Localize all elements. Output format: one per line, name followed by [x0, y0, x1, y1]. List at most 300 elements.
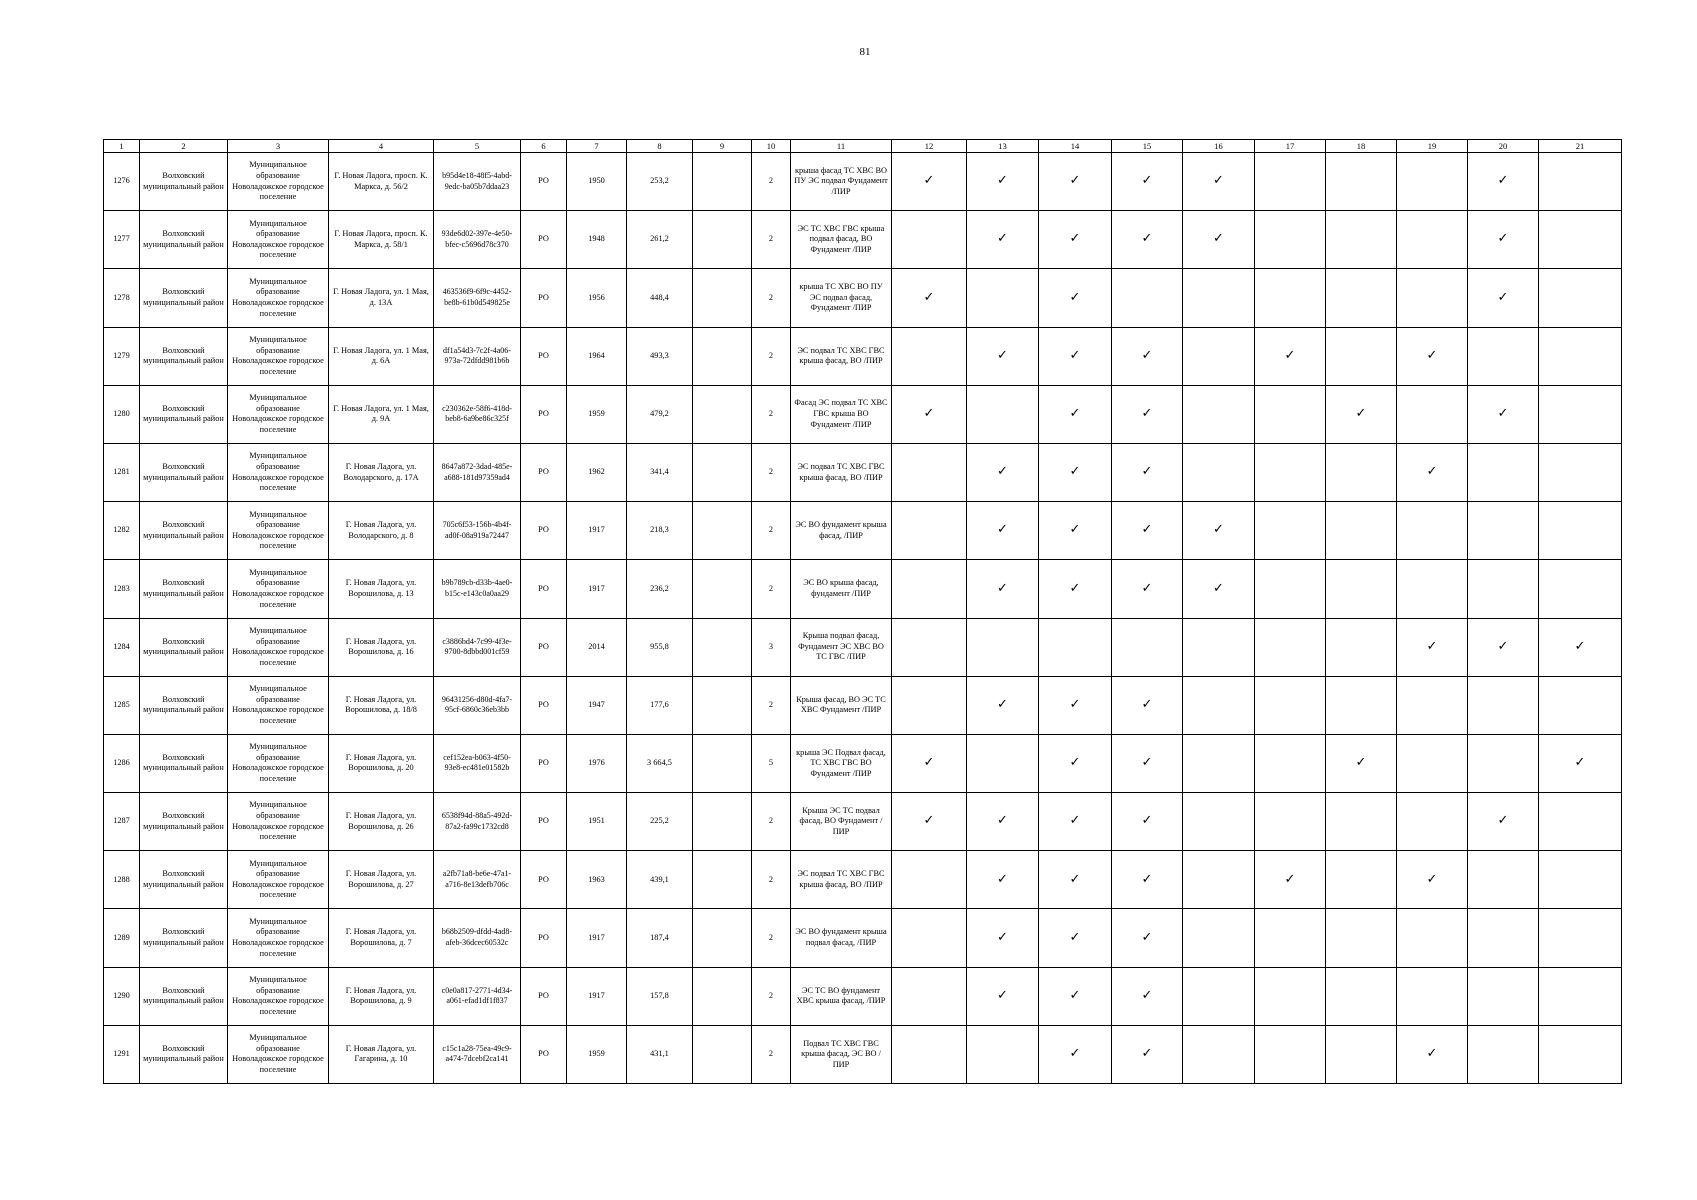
building-id-cell: cef152ea-b063-4f50-93e8-ec481e01582b: [434, 734, 521, 792]
fund-type-cell: РО: [521, 851, 567, 909]
empty-cell: [1397, 385, 1468, 443]
empty-cell: [1183, 851, 1255, 909]
empty-cell: [967, 734, 1039, 792]
column-number: 21: [1539, 140, 1622, 153]
district-cell: Волховский муниципальный район: [140, 327, 228, 385]
floors-cell: 2: [752, 153, 791, 211]
checkmark-icon: ✓: [1039, 676, 1112, 734]
checkmark-icon: ✓: [1039, 327, 1112, 385]
floors-cell: 2: [752, 967, 791, 1025]
column-9-cell: [693, 560, 752, 618]
area-cell: 261,2: [627, 211, 693, 269]
empty-cell: [892, 327, 967, 385]
empty-cell: [892, 909, 967, 967]
floors-cell: 2: [752, 909, 791, 967]
address-cell: Г. Новая Ладога, просп. К. Маркса, д. 58/1: [329, 211, 434, 269]
building-id-cell: c230362e-58f6-418d-beb8-6a9be86c325f: [434, 385, 521, 443]
empty-cell: [1255, 1025, 1326, 1083]
municipality-cell: Муниципальное образование Новоладожское городское поселение: [228, 153, 329, 211]
district-cell: Волховский муниципальный район: [140, 443, 228, 501]
fund-type-cell: РО: [521, 734, 567, 792]
empty-cell: [1468, 851, 1539, 909]
checkmark-icon: ✓: [1397, 327, 1468, 385]
address-cell: Г. Новая Ладога, ул. Володарского, д. 17А: [329, 443, 434, 501]
table-row: [104, 967, 1622, 1025]
empty-cell: [1397, 734, 1468, 792]
checkmark-icon: ✓: [1183, 153, 1255, 211]
checkmark-icon: ✓: [1112, 153, 1183, 211]
checkmark-icon: ✓: [1112, 443, 1183, 501]
empty-cell: [1326, 502, 1397, 560]
district-cell: Волховский муниципальный район: [140, 851, 228, 909]
column-number: 11: [791, 140, 892, 153]
empty-cell: [1539, 676, 1622, 734]
fund-type-cell: РО: [521, 327, 567, 385]
empty-cell: [1468, 734, 1539, 792]
address-cell: Г. Новая Ладога, ул. 1 Мая, д. 13А: [329, 269, 434, 327]
column-number: 10: [752, 140, 791, 153]
row-number: 1288: [104, 851, 140, 909]
column-number: 1: [104, 140, 140, 153]
checkmark-icon: ✓: [1326, 734, 1397, 792]
building-id-cell: df1a54d3-7c2f-4a06-973a-72dfdd981b6b: [434, 327, 521, 385]
address-cell: Г. Новая Ладога, просп. К. Маркса, д. 56/2: [329, 153, 434, 211]
floors-cell: 2: [752, 327, 791, 385]
address-cell: Г. Новая Ладога, ул. 1 Мая, д. 9А: [329, 385, 434, 443]
build-year-cell: 1917: [567, 502, 627, 560]
checkmark-icon: ✓: [1183, 502, 1255, 560]
checkmark-icon: ✓: [1039, 153, 1112, 211]
column-9-cell: [693, 385, 752, 443]
empty-cell: [1539, 793, 1622, 851]
works-list-cell: ЭС ВО крыша фасад, фундамент /ПИР: [791, 560, 892, 618]
empty-cell: [1539, 327, 1622, 385]
empty-cell: [1397, 502, 1468, 560]
fund-type-cell: РО: [521, 502, 567, 560]
table-row: [104, 734, 1622, 792]
fund-type-cell: РО: [521, 618, 567, 676]
empty-cell: [1183, 618, 1255, 676]
row-number: 1277: [104, 211, 140, 269]
build-year-cell: 1964: [567, 327, 627, 385]
column-9-cell: [693, 443, 752, 501]
column-9-cell: [693, 793, 752, 851]
column-number: 19: [1397, 140, 1468, 153]
checkmark-icon: ✓: [967, 793, 1039, 851]
municipality-cell: Муниципальное образование Новоладожское городское поселение: [228, 734, 329, 792]
empty-cell: [892, 967, 967, 1025]
column-number: 20: [1468, 140, 1539, 153]
empty-cell: [1397, 153, 1468, 211]
area-cell: 236,2: [627, 560, 693, 618]
works-list-cell: Подвал ТС ХВС ГВС крыша фасад, ЭС ВО /ПИР: [791, 1025, 892, 1083]
empty-cell: [967, 618, 1039, 676]
address-cell: Г. Новая Ладога, ул. 1 Мая, д. 6А: [329, 327, 434, 385]
table-row: [104, 676, 1622, 734]
floors-cell: 2: [752, 502, 791, 560]
empty-cell: [1326, 676, 1397, 734]
empty-cell: [1255, 793, 1326, 851]
checkmark-icon: ✓: [1039, 793, 1112, 851]
empty-cell: [1397, 909, 1468, 967]
empty-cell: [1255, 734, 1326, 792]
empty-cell: [1255, 676, 1326, 734]
checkmark-icon: ✓: [1112, 734, 1183, 792]
empty-cell: [1539, 851, 1622, 909]
fund-type-cell: РО: [521, 793, 567, 851]
fund-type-cell: РО: [521, 269, 567, 327]
address-cell: Г. Новая Ладога, ул. Ворошилова, д. 18/8: [329, 676, 434, 734]
floors-cell: 2: [752, 560, 791, 618]
empty-cell: [1326, 851, 1397, 909]
column-number-header: [104, 140, 1622, 153]
column-number: 9: [693, 140, 752, 153]
empty-cell: [1183, 909, 1255, 967]
empty-cell: [1468, 560, 1539, 618]
build-year-cell: 1951: [567, 793, 627, 851]
empty-cell: [1539, 211, 1622, 269]
district-cell: Волховский муниципальный район: [140, 1025, 228, 1083]
area-cell: 177,6: [627, 676, 693, 734]
checkmark-icon: ✓: [967, 560, 1039, 618]
checkmark-icon: ✓: [1183, 560, 1255, 618]
empty-cell: [1397, 967, 1468, 1025]
checkmark-icon: ✓: [1112, 1025, 1183, 1083]
column-number: 18: [1326, 140, 1397, 153]
building-id-cell: 96431256-d80d-4fa7-95cf-6860c36eb3bb: [434, 676, 521, 734]
checkmark-icon: ✓: [1112, 385, 1183, 443]
empty-cell: [1183, 676, 1255, 734]
building-id-cell: c15c1a28-75ea-49c9-a474-7dcebf2ca141: [434, 1025, 521, 1083]
column-number: 15: [1112, 140, 1183, 153]
checkmark-icon: ✓: [1039, 385, 1112, 443]
building-id-cell: c3886bd4-7c99-4f3e-9700-8dbbd001cf59: [434, 618, 521, 676]
table-row: [104, 793, 1622, 851]
checkmark-icon: ✓: [1468, 618, 1539, 676]
empty-cell: [1539, 909, 1622, 967]
empty-cell: [1539, 1025, 1622, 1083]
column-9-cell: [693, 967, 752, 1025]
empty-cell: [1255, 443, 1326, 501]
building-id-cell: b9b789cb-d33b-4ae0-b15c-e143c0a0aa29: [434, 560, 521, 618]
works-list-cell: ЭС подвал ТС ХВС ГВС крыша фасад, ВО /ПИР: [791, 443, 892, 501]
row-number: 1289: [104, 909, 140, 967]
column-number: 13: [967, 140, 1039, 153]
checkmark-icon: ✓: [967, 153, 1039, 211]
empty-cell: [1255, 153, 1326, 211]
row-number: 1285: [104, 676, 140, 734]
build-year-cell: 1962: [567, 443, 627, 501]
empty-cell: [892, 1025, 967, 1083]
municipality-cell: Муниципальное образование Новоладожское городское поселение: [228, 851, 329, 909]
address-cell: Г. Новая Ладога, ул. Ворошилова, д. 20: [329, 734, 434, 792]
empty-cell: [1468, 502, 1539, 560]
table-row: [104, 851, 1622, 909]
checkmark-icon: ✓: [1112, 327, 1183, 385]
build-year-cell: 1950: [567, 153, 627, 211]
building-id-cell: b68b2509-dfdd-4ad8-afeb-36dcec60532c: [434, 909, 521, 967]
empty-cell: [1183, 967, 1255, 1025]
floors-cell: 2: [752, 385, 791, 443]
empty-cell: [1183, 385, 1255, 443]
area-cell: 3 664,5: [627, 734, 693, 792]
works-list-cell: Фасад ЭС подвал ТС ХВС ГВС крыша ВО Фундамент /ПИР: [791, 385, 892, 443]
checkmark-icon: ✓: [892, 269, 967, 327]
fund-type-cell: РО: [521, 443, 567, 501]
works-list-cell: ЭС подвал ТС ХВС ГВС крыша фасад, ВО /ПИР: [791, 851, 892, 909]
empty-cell: [1326, 1025, 1397, 1083]
column-9-cell: [693, 676, 752, 734]
column-number: 8: [627, 140, 693, 153]
table-row: [104, 618, 1622, 676]
works-list-cell: ЭС ТС ВО фундамент ХВС крыша фасад, /ПИР: [791, 967, 892, 1025]
table-row: [104, 1025, 1622, 1083]
empty-cell: [1468, 967, 1539, 1025]
table-row: [104, 153, 1622, 211]
column-number: 16: [1183, 140, 1255, 153]
floors-cell: 2: [752, 443, 791, 501]
municipality-cell: Муниципальное образование Новоладожское городское поселение: [228, 385, 329, 443]
checkmark-icon: ✓: [1397, 1025, 1468, 1083]
empty-cell: [1183, 327, 1255, 385]
address-cell: Г. Новая Ладога, ул. Ворошилова, д. 16: [329, 618, 434, 676]
empty-cell: [892, 560, 967, 618]
empty-cell: [1468, 327, 1539, 385]
empty-cell: [1468, 1025, 1539, 1083]
empty-cell: [1326, 618, 1397, 676]
district-cell: Волховский муниципальный район: [140, 909, 228, 967]
column-9-cell: [693, 618, 752, 676]
checkmark-icon: ✓: [1255, 327, 1326, 385]
row-number: 1280: [104, 385, 140, 443]
empty-cell: [1183, 1025, 1255, 1083]
column-9-cell: [693, 327, 752, 385]
district-cell: Волховский муниципальный район: [140, 793, 228, 851]
column-number: 5: [434, 140, 521, 153]
district-cell: Волховский муниципальный район: [140, 211, 228, 269]
empty-cell: [1255, 560, 1326, 618]
building-id-cell: 463536f9-6f9c-4452-be8b-61b0d549825e: [434, 269, 521, 327]
empty-cell: [1539, 967, 1622, 1025]
row-number: 1279: [104, 327, 140, 385]
empty-cell: [892, 851, 967, 909]
empty-cell: [892, 676, 967, 734]
empty-cell: [892, 443, 967, 501]
build-year-cell: 1917: [567, 967, 627, 1025]
empty-cell: [1183, 734, 1255, 792]
checkmark-icon: ✓: [1112, 502, 1183, 560]
empty-cell: [1468, 909, 1539, 967]
municipality-cell: Муниципальное образование Новоладожское городское поселение: [228, 560, 329, 618]
area-cell: 479,2: [627, 385, 693, 443]
checkmark-icon: ✓: [1039, 1025, 1112, 1083]
column-number: 6: [521, 140, 567, 153]
build-year-cell: 1959: [567, 1025, 627, 1083]
column-number: 17: [1255, 140, 1326, 153]
municipality-cell: Муниципальное образование Новоладожское городское поселение: [228, 443, 329, 501]
district-cell: Волховский муниципальный район: [140, 618, 228, 676]
empty-cell: [1539, 560, 1622, 618]
empty-cell: [1255, 909, 1326, 967]
area-cell: 448,4: [627, 269, 693, 327]
empty-cell: [1539, 443, 1622, 501]
empty-cell: [1183, 269, 1255, 327]
column-9-cell: [693, 734, 752, 792]
checkmark-icon: ✓: [1039, 211, 1112, 269]
municipality-cell: Муниципальное образование Новоладожское городское поселение: [228, 618, 329, 676]
fund-type-cell: РО: [521, 211, 567, 269]
checkmark-icon: ✓: [967, 327, 1039, 385]
address-cell: Г. Новая Ладога, ул. Ворошилова, д. 7: [329, 909, 434, 967]
row-number: 1284: [104, 618, 140, 676]
checkmark-icon: ✓: [1039, 734, 1112, 792]
column-9-cell: [693, 269, 752, 327]
empty-cell: [1255, 967, 1326, 1025]
row-number: 1286: [104, 734, 140, 792]
works-list-cell: ЭС ТС ХВС ГВС крыша подвал фасад, ВО Фундамент /ПИР: [791, 211, 892, 269]
empty-cell: [1539, 385, 1622, 443]
area-cell: 439,1: [627, 851, 693, 909]
empty-cell: [1112, 618, 1183, 676]
floors-cell: 2: [752, 851, 791, 909]
fund-type-cell: РО: [521, 676, 567, 734]
row-number: 1282: [104, 502, 140, 560]
empty-cell: [1326, 211, 1397, 269]
empty-cell: [1326, 443, 1397, 501]
checkmark-icon: ✓: [892, 153, 967, 211]
district-cell: Волховский муниципальный район: [140, 385, 228, 443]
checkmark-icon: ✓: [967, 211, 1039, 269]
checkmark-icon: ✓: [967, 676, 1039, 734]
empty-cell: [1183, 793, 1255, 851]
address-cell: Г. Новая Ладога, ул. Ворошилова, д. 26: [329, 793, 434, 851]
works-list-cell: крыша ЭС Подвал фасад, ТС ХВС ГВС ВО Фундамент /ПИР: [791, 734, 892, 792]
row-number: 1278: [104, 269, 140, 327]
build-year-cell: 1917: [567, 909, 627, 967]
building-id-cell: 705c6f53-156b-4b4f-ad0f-08a919a72447: [434, 502, 521, 560]
column-number: 3: [228, 140, 329, 153]
checkmark-icon: ✓: [1112, 676, 1183, 734]
building-id-cell: 8647a872-3dad-485e-a688-181d97359ad4: [434, 443, 521, 501]
housing-registry-table: [103, 139, 1622, 1084]
empty-cell: [1255, 269, 1326, 327]
checkmark-icon: ✓: [1468, 385, 1539, 443]
area-cell: 341,4: [627, 443, 693, 501]
municipality-cell: Муниципальное образование Новоладожское городское поселение: [228, 327, 329, 385]
address-cell: Г. Новая Ладога, ул. Володарского, д. 8: [329, 502, 434, 560]
checkmark-icon: ✓: [1112, 211, 1183, 269]
checkmark-icon: ✓: [967, 967, 1039, 1025]
empty-cell: [1539, 269, 1622, 327]
table-row: [104, 269, 1622, 327]
empty-cell: [1326, 560, 1397, 618]
build-year-cell: 1959: [567, 385, 627, 443]
floors-cell: 2: [752, 793, 791, 851]
empty-cell: [967, 269, 1039, 327]
fund-type-cell: РО: [521, 153, 567, 211]
district-cell: Волховский муниципальный район: [140, 153, 228, 211]
checkmark-icon: ✓: [1183, 211, 1255, 269]
works-list-cell: ЭС ВО фундамент крыша фасад, /ПИР: [791, 502, 892, 560]
empty-cell: [1255, 211, 1326, 269]
row-number: 1283: [104, 560, 140, 618]
checkmark-icon: ✓: [1039, 967, 1112, 1025]
column-9-cell: [693, 851, 752, 909]
checkmark-icon: ✓: [1255, 851, 1326, 909]
column-number: 12: [892, 140, 967, 153]
building-id-cell: c0e0a817-2771-4d34-a061-efad1df1f837: [434, 967, 521, 1025]
address-cell: Г. Новая Ладога, ул. Гагарина, д. 10: [329, 1025, 434, 1083]
checkmark-icon: ✓: [1112, 967, 1183, 1025]
checkmark-icon: ✓: [1397, 851, 1468, 909]
checkmark-icon: ✓: [892, 793, 967, 851]
empty-cell: [1468, 443, 1539, 501]
build-year-cell: 1956: [567, 269, 627, 327]
floors-cell: 3: [752, 618, 791, 676]
page-number: 81: [859, 46, 871, 58]
column-number: 4: [329, 140, 434, 153]
municipality-cell: Муниципальное образование Новоладожское городское поселение: [228, 967, 329, 1025]
column-9-cell: [693, 153, 752, 211]
empty-cell: [1397, 793, 1468, 851]
build-year-cell: 1976: [567, 734, 627, 792]
table-row: [104, 211, 1622, 269]
area-cell: 253,2: [627, 153, 693, 211]
empty-cell: [1468, 676, 1539, 734]
municipality-cell: Муниципальное образование Новоладожское городское поселение: [228, 676, 329, 734]
checkmark-icon: ✓: [1039, 851, 1112, 909]
build-year-cell: 1947: [567, 676, 627, 734]
empty-cell: [1397, 269, 1468, 327]
works-list-cell: Крыша ЭС ТС подвал фасад, ВО Фундамент /ПИР: [791, 793, 892, 851]
area-cell: 157,8: [627, 967, 693, 1025]
floors-cell: 5: [752, 734, 791, 792]
district-cell: Волховский муниципальный район: [140, 967, 228, 1025]
column-number: 14: [1039, 140, 1112, 153]
municipality-cell: Муниципальное образование Новоладожское городское поселение: [228, 211, 329, 269]
column-9-cell: [693, 502, 752, 560]
table-row: [104, 327, 1622, 385]
fund-type-cell: РО: [521, 909, 567, 967]
empty-cell: [1255, 502, 1326, 560]
checkmark-icon: ✓: [892, 385, 967, 443]
municipality-cell: Муниципальное образование Новоладожское городское поселение: [228, 793, 329, 851]
empty-cell: [1397, 676, 1468, 734]
build-year-cell: 1948: [567, 211, 627, 269]
table-row: [104, 909, 1622, 967]
building-id-cell: b95d4e18-48f5-4abd-9edc-ba05b7ddaa23: [434, 153, 521, 211]
empty-cell: [1326, 327, 1397, 385]
checkmark-icon: ✓: [1112, 851, 1183, 909]
empty-cell: [1255, 618, 1326, 676]
works-list-cell: крыша фасад ТС ХВС ВО ПУ ЭС подвал Фундамент /ПИР: [791, 153, 892, 211]
fund-type-cell: РО: [521, 560, 567, 618]
area-cell: 493,3: [627, 327, 693, 385]
checkmark-icon: ✓: [967, 851, 1039, 909]
fund-type-cell: РО: [521, 385, 567, 443]
checkmark-icon: ✓: [967, 443, 1039, 501]
area-cell: 431,1: [627, 1025, 693, 1083]
row-number: 1276: [104, 153, 140, 211]
column-9-cell: [693, 909, 752, 967]
build-year-cell: 1917: [567, 560, 627, 618]
empty-cell: [892, 618, 967, 676]
build-year-cell: 1963: [567, 851, 627, 909]
address-cell: Г. Новая Ладога, ул. Ворошилова, д. 9: [329, 967, 434, 1025]
building-id-cell: 93de6d02-397e-4e50-bfec-c5696d78c370: [434, 211, 521, 269]
checkmark-icon: ✓: [1039, 502, 1112, 560]
checkmark-icon: ✓: [1326, 385, 1397, 443]
